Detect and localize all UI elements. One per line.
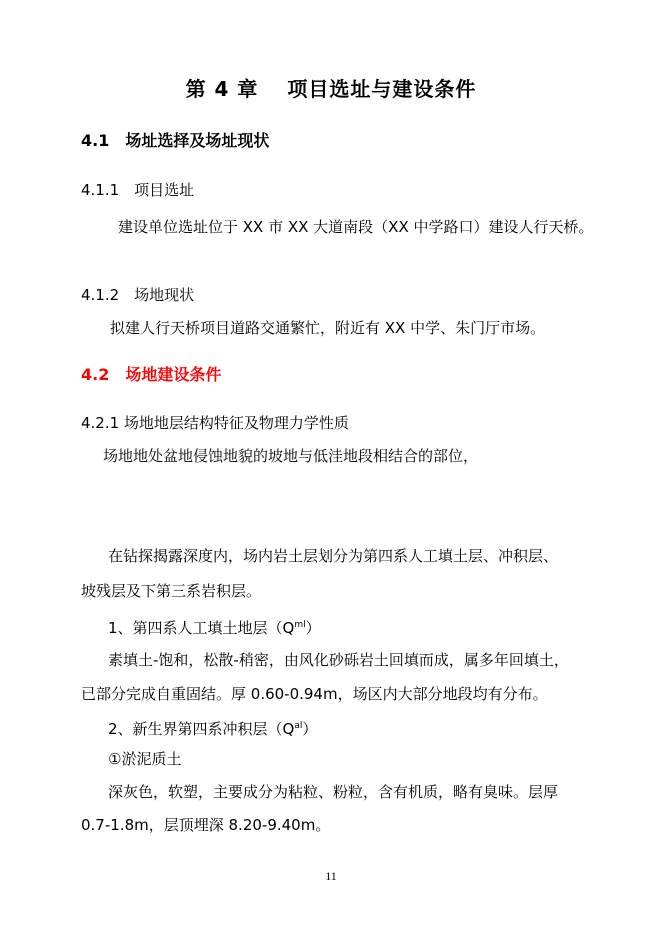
sublayer-1-title: ①淤泥质土 xyxy=(108,750,182,768)
section-4-2-heading: 4.2 场地建设条件 xyxy=(81,365,222,384)
page-number: 11 xyxy=(325,869,337,883)
layer-1-title-superscript: ml xyxy=(294,620,306,630)
layer-1-paragraph-line-1: 素填土-饱和，松散-稍密，由风化砂砾岩土回填而成，属多年回填土， xyxy=(108,651,569,669)
section-4-1-heading: 4.1 场址选择及场址现状 xyxy=(81,131,270,150)
layer-2-title-superscript: al xyxy=(294,721,303,731)
section-4-1-1-body: 建设单位选址位于 XX 市 XX 大道南段（XX 中学路口）建设人行天桥。 xyxy=(118,218,594,236)
layer-2-title-close: ） xyxy=(302,720,318,738)
layer-2-title xyxy=(108,716,317,739)
section-4-1-1-heading: 4.1.1 项目选址 xyxy=(81,181,195,199)
sublayer-1-paragraph-line-2: 0.7-1.8m，层顶埋深 8.20-9.40m。 xyxy=(81,816,331,834)
chapter-title: 第 4 章 项目选址与建设条件 xyxy=(185,77,477,101)
section-4-1-2-heading: 4.1.2 场地现状 xyxy=(81,286,195,304)
section-4-2-1-heading: 4.2.1 场地地层结构特征及物理力学性质 xyxy=(81,414,349,432)
layer-1-title-text: 1、第四系人工填土地层（Q xyxy=(108,619,295,637)
layer-1-title-close: ） xyxy=(305,619,321,637)
layer-1-paragraph-line-2: 已部分完成自重固结。厚 0.60-0.94m，场区内大部分地段均有分布。 xyxy=(81,685,548,703)
layer-1-title xyxy=(108,615,321,638)
section-4-1-2-body: 拟建人行天桥项目道路交通繁忙，附近有 XX 中学、朱门厅市场。 xyxy=(110,319,546,337)
drilling-paragraph-line-1: 在钻探揭露深度内，场内岩土层划分为第四系人工填土层、冲积层、 xyxy=(108,547,559,565)
sublayer-1-paragraph-line-1: 深灰色，软塑，主要成分为粘粒、粉粒，含有机质，略有臭味。层厚 xyxy=(108,783,559,801)
drilling-paragraph-line-2: 坡残层及下第三系岩积层。 xyxy=(81,582,262,600)
section-4-2-1-intro: 场地地处盆地侵蚀地貌的坡地与低洼地段相结合的部位， xyxy=(103,447,479,465)
layer-2-title-text: 2、新生界第四系冲积层（Q xyxy=(108,720,295,738)
